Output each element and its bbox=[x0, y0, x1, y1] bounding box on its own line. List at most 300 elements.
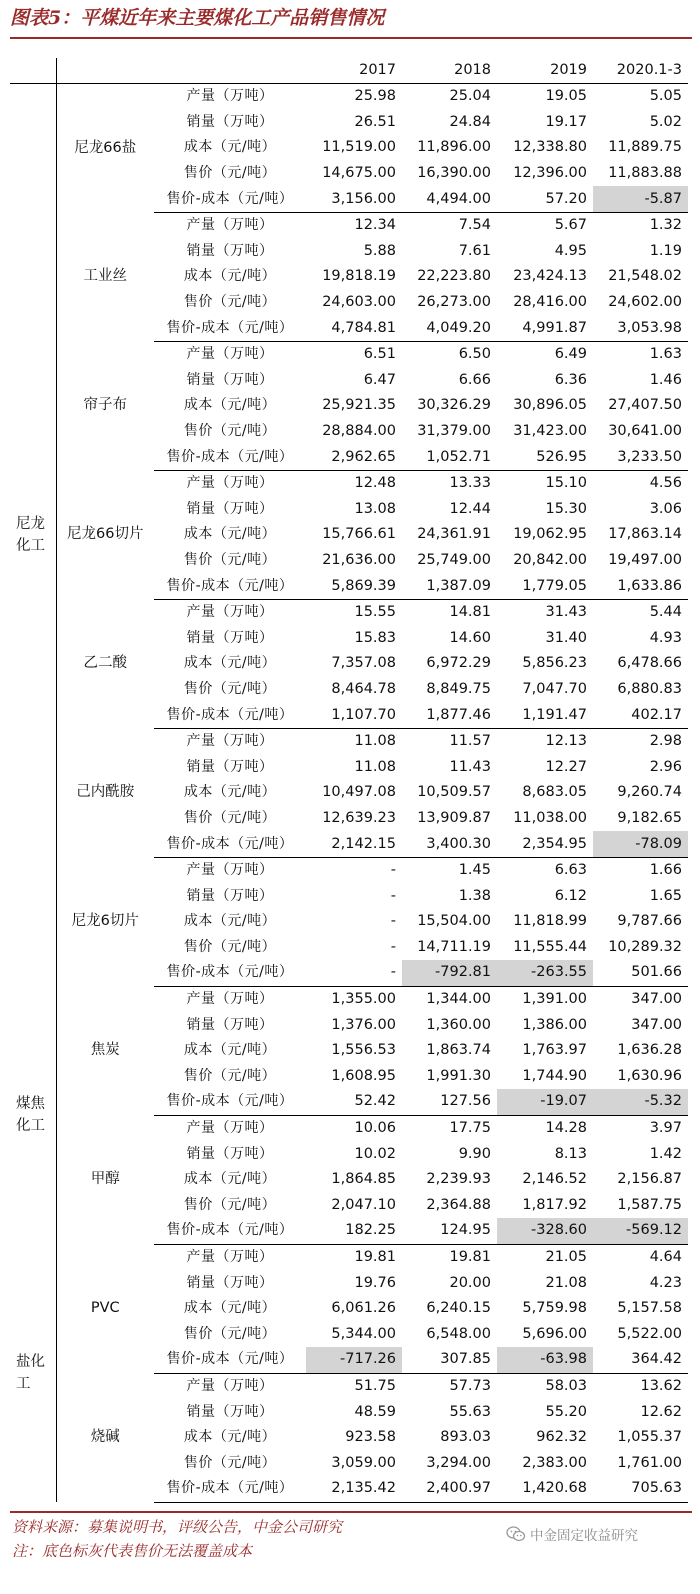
category-cell bbox=[10, 1244, 56, 1502]
metric-label: 成本（元/吨） bbox=[183, 526, 277, 543]
value-cell: 16,390.00 bbox=[417, 165, 491, 182]
value-cell: 5.88 bbox=[363, 242, 396, 259]
metric-label: 成本（元/吨） bbox=[183, 1042, 277, 1059]
value-cell: 1.19 bbox=[649, 242, 682, 259]
value-cell: 182.25 bbox=[306, 1218, 402, 1244]
value-cell: 6.49 bbox=[554, 346, 587, 363]
value-cell: 1.38 bbox=[458, 887, 491, 904]
value-cell: 1,191.47 bbox=[497, 702, 593, 728]
table-row bbox=[10, 84, 688, 110]
metric-label: 售价-成本（元/吨） bbox=[154, 1089, 306, 1115]
value-cell: 30,896.05 bbox=[513, 397, 587, 414]
value-cell: 9.90 bbox=[458, 1145, 491, 1162]
value-cell: 6,972.29 bbox=[426, 655, 491, 672]
value-cell: 6,240.15 bbox=[426, 1300, 491, 1317]
value-cell: 15.10 bbox=[545, 475, 587, 492]
metric-label: 产量（万吨） bbox=[186, 991, 274, 1008]
value-cell: 1,387.09 bbox=[402, 573, 497, 599]
value-cell: 10.02 bbox=[354, 1145, 396, 1162]
value-cell: 705.63 bbox=[593, 1476, 688, 1502]
value-cell: 3,059.00 bbox=[331, 1454, 396, 1471]
metric-label: 售价-成本（元/吨） bbox=[154, 1347, 306, 1373]
value-cell: 5.02 bbox=[649, 113, 682, 130]
value-cell: 1.45 bbox=[458, 862, 491, 879]
value-cell: 347.00 bbox=[631, 991, 682, 1008]
metric-label: 销量（万吨） bbox=[186, 1403, 274, 1420]
value-cell: 3,233.50 bbox=[593, 444, 688, 470]
value-cell: 55.63 bbox=[449, 1403, 491, 1420]
value-cell: -263.55 bbox=[497, 960, 593, 986]
value-cell: 1,877.46 bbox=[402, 702, 497, 728]
value-cell: 12,338.80 bbox=[513, 139, 587, 156]
value-cell: 21,548.02 bbox=[608, 268, 682, 285]
value-cell: 6,061.26 bbox=[331, 1300, 396, 1317]
metric-label: 售价（元/吨） bbox=[183, 165, 277, 182]
value-cell: 14.28 bbox=[545, 1120, 587, 1137]
value-cell: 2,135.42 bbox=[306, 1476, 402, 1502]
value-cell: 1,761.00 bbox=[617, 1454, 682, 1471]
value-cell: 19.81 bbox=[449, 1249, 491, 1266]
value-cell: 9,260.74 bbox=[617, 784, 682, 801]
value-cell: 19.76 bbox=[354, 1274, 396, 1291]
value-cell: 2,156.87 bbox=[617, 1171, 682, 1188]
value-cell: 11.57 bbox=[449, 733, 491, 750]
value-cell: 6,548.00 bbox=[426, 1325, 491, 1342]
metric-label: 产量（万吨） bbox=[186, 1249, 274, 1266]
value-cell: 24,603.00 bbox=[322, 294, 396, 311]
value-cell: 5,344.00 bbox=[331, 1325, 396, 1342]
value-cell: 13.33 bbox=[449, 475, 491, 492]
value-cell: 6.47 bbox=[363, 371, 396, 388]
footer bbox=[12, 1515, 482, 1563]
source-note: 资料来源：募集说明书，评级公告，中金公司研究 bbox=[12, 1518, 343, 1536]
metric-label: 销量（万吨） bbox=[186, 1274, 274, 1291]
value-cell: 4,049.20 bbox=[402, 315, 497, 341]
metric-label: 产量（万吨） bbox=[186, 1120, 274, 1137]
value-cell: 15.83 bbox=[354, 629, 396, 646]
value-cell: 5,759.98 bbox=[522, 1300, 587, 1317]
value-cell: 13,909.87 bbox=[417, 809, 491, 826]
value-cell: 364.42 bbox=[593, 1347, 688, 1373]
value-cell: 11,896.00 bbox=[417, 139, 491, 156]
table-row bbox=[10, 470, 688, 496]
footer-divider bbox=[10, 1511, 692, 1513]
value-cell: 31.40 bbox=[545, 629, 587, 646]
value-cell: 5,696.00 bbox=[522, 1325, 587, 1342]
value-cell: 10,497.08 bbox=[322, 784, 396, 801]
value-cell: 1,633.86 bbox=[593, 573, 688, 599]
value-cell: 1,608.95 bbox=[331, 1067, 396, 1084]
product-name: 帘子布 bbox=[83, 397, 127, 414]
value-cell: 21.08 bbox=[545, 1274, 587, 1291]
metric-label: 成本（元/吨） bbox=[183, 1171, 277, 1188]
metric-label: 售价（元/吨） bbox=[183, 294, 277, 311]
metric-label: 售价-成本（元/吨） bbox=[154, 444, 306, 470]
value-cell: 5.67 bbox=[554, 217, 587, 234]
value-cell: 11,555.44 bbox=[513, 938, 587, 955]
value-cell: 48.59 bbox=[354, 1403, 396, 1420]
value-cell: 5.05 bbox=[649, 88, 682, 105]
value-cell: 8,464.78 bbox=[331, 680, 396, 697]
metric-label: 销量（万吨） bbox=[186, 1016, 274, 1033]
value-cell: 402.17 bbox=[593, 702, 688, 728]
metric-label: 产量（万吨） bbox=[186, 217, 274, 234]
value-cell: 1,052.71 bbox=[402, 444, 497, 470]
value-cell: 57.20 bbox=[497, 186, 593, 212]
value-cell: 2.98 bbox=[649, 733, 682, 750]
product-name: PVC bbox=[90, 1300, 120, 1317]
metric-label: 产量（万吨） bbox=[186, 1377, 274, 1394]
value-cell: 7.54 bbox=[458, 217, 491, 234]
metric-label: 销量（万吨） bbox=[186, 887, 274, 904]
value-cell: 347.00 bbox=[631, 1016, 682, 1033]
category-label: 煤焦化工 bbox=[16, 1096, 45, 1135]
metric-label: 售价（元/吨） bbox=[183, 680, 277, 697]
value-cell: 14,711.19 bbox=[417, 938, 491, 955]
value-cell: -569.12 bbox=[593, 1218, 688, 1244]
metric-label: 售价（元/吨） bbox=[183, 809, 277, 826]
value-cell: -63.98 bbox=[497, 1347, 593, 1373]
value-cell: 4,784.81 bbox=[306, 315, 402, 341]
value-cell: 923.58 bbox=[345, 1429, 396, 1446]
metric-label: 售价-成本（元/吨） bbox=[154, 573, 306, 599]
value-cell: 3.97 bbox=[649, 1120, 682, 1137]
value-cell: 3,053.98 bbox=[593, 315, 688, 341]
value-cell: 13.62 bbox=[640, 1377, 682, 1394]
value-cell: 1,386.00 bbox=[522, 1016, 587, 1033]
watermark bbox=[506, 1524, 638, 1544]
value-cell: 15,766.61 bbox=[322, 526, 396, 543]
value-cell: 6.51 bbox=[363, 346, 396, 363]
table-row bbox=[10, 986, 688, 1012]
value-cell: 20,842.00 bbox=[513, 551, 587, 568]
value-cell: 13.08 bbox=[354, 500, 396, 517]
gray-note: 注：底色标灰代表售价无法覆盖成本 bbox=[12, 1542, 253, 1560]
value-cell: 2,962.65 bbox=[306, 444, 402, 470]
value-cell: 1,863.74 bbox=[426, 1042, 491, 1059]
value-cell: 1.42 bbox=[649, 1145, 682, 1162]
value-cell: 6,880.83 bbox=[617, 680, 682, 697]
value-cell: -5.32 bbox=[593, 1089, 688, 1115]
value-cell: 5.44 bbox=[649, 604, 682, 621]
value-cell: 25,921.35 bbox=[322, 397, 396, 414]
value-cell: 58.03 bbox=[545, 1377, 587, 1394]
value-cell: 12.44 bbox=[449, 500, 491, 517]
value-cell: -717.26 bbox=[306, 1347, 402, 1373]
product-name: 工业丝 bbox=[83, 268, 127, 285]
value-cell: 1,587.75 bbox=[617, 1196, 682, 1213]
metric-label: 产量（万吨） bbox=[186, 862, 274, 879]
value-cell: 19,062.95 bbox=[513, 526, 587, 543]
value-cell: 31,423.00 bbox=[513, 423, 587, 440]
value-cell: 4.95 bbox=[554, 242, 587, 259]
value-cell: 24,361.91 bbox=[417, 526, 491, 543]
metric-label: 成本（元/吨） bbox=[183, 268, 277, 285]
sales-table bbox=[10, 58, 688, 1503]
table-row bbox=[10, 341, 688, 367]
value-cell: 15,504.00 bbox=[417, 913, 491, 930]
value-cell: 6,478.66 bbox=[617, 655, 682, 672]
value-cell: 1,763.97 bbox=[522, 1042, 587, 1059]
value-cell: 5,157.58 bbox=[617, 1300, 682, 1317]
value-cell: 30,326.29 bbox=[417, 397, 491, 414]
metric-label: 售价-成本（元/吨） bbox=[154, 186, 306, 212]
value-cell: 11,038.00 bbox=[513, 809, 587, 826]
value-cell: - bbox=[390, 862, 396, 879]
value-cell: 6.66 bbox=[458, 371, 491, 388]
value-cell: 26.51 bbox=[354, 113, 396, 130]
value-cell: 1,420.68 bbox=[497, 1476, 593, 1502]
value-cell: - bbox=[390, 938, 396, 955]
value-cell: 6.63 bbox=[554, 862, 587, 879]
column-header: 2020.1-3 bbox=[593, 58, 688, 84]
value-cell: 12.62 bbox=[640, 1403, 682, 1420]
metric-label: 售价（元/吨） bbox=[183, 938, 277, 955]
value-cell: 1,391.00 bbox=[522, 991, 587, 1008]
metric-label: 产量（万吨） bbox=[186, 88, 274, 105]
value-cell: 12,639.23 bbox=[322, 809, 396, 826]
value-cell: 10,289.32 bbox=[608, 938, 682, 955]
value-cell: 3,400.30 bbox=[402, 831, 497, 857]
value-cell: 3.06 bbox=[649, 500, 682, 517]
metric-label: 售价-成本（元/吨） bbox=[154, 831, 306, 857]
value-cell: 20.00 bbox=[449, 1274, 491, 1291]
value-cell: 127.56 bbox=[402, 1089, 497, 1115]
value-cell: 1,744.90 bbox=[522, 1067, 587, 1084]
value-cell: 4.93 bbox=[649, 629, 682, 646]
header-row bbox=[10, 58, 688, 84]
metric-label: 成本（元/吨） bbox=[183, 655, 277, 672]
value-cell: -792.81 bbox=[402, 960, 497, 986]
metric-label: 成本（元/吨） bbox=[183, 913, 277, 930]
metric-label: 售价（元/吨） bbox=[183, 1454, 277, 1471]
value-cell: 1,991.30 bbox=[426, 1067, 491, 1084]
value-cell: 2,146.52 bbox=[522, 1171, 587, 1188]
metric-label: 产量（万吨） bbox=[186, 346, 274, 363]
table-row bbox=[10, 1373, 688, 1399]
value-cell: 10.06 bbox=[354, 1120, 396, 1137]
value-cell: 31.43 bbox=[545, 604, 587, 621]
value-cell: 2,364.88 bbox=[426, 1196, 491, 1213]
value-cell: 7,047.70 bbox=[522, 680, 587, 697]
category-label: 盐化工 bbox=[16, 1354, 45, 1393]
value-cell: -328.60 bbox=[497, 1218, 593, 1244]
table-row bbox=[10, 212, 688, 238]
value-cell: 962.32 bbox=[536, 1429, 587, 1446]
value-cell: 25.98 bbox=[354, 88, 396, 105]
value-cell: 1,355.00 bbox=[331, 991, 396, 1008]
value-cell: 2,383.00 bbox=[522, 1454, 587, 1471]
value-cell: 1,630.96 bbox=[617, 1067, 682, 1084]
value-cell: 30,641.00 bbox=[608, 423, 682, 440]
category-cell bbox=[10, 84, 56, 987]
product-name: 尼龙66切片 bbox=[67, 526, 144, 543]
value-cell: 23,424.13 bbox=[513, 268, 587, 285]
value-cell: 2,400.97 bbox=[402, 1476, 497, 1502]
watermark-text: 中金固定收益研究 bbox=[530, 1528, 638, 1544]
value-cell: 1,055.37 bbox=[617, 1429, 682, 1446]
metric-label: 售价（元/吨） bbox=[183, 423, 277, 440]
value-cell: 17,863.14 bbox=[608, 526, 682, 543]
value-cell: 1,817.92 bbox=[522, 1196, 587, 1213]
value-cell: 5,522.00 bbox=[617, 1325, 682, 1342]
table-row bbox=[10, 728, 688, 754]
value-cell: 19,497.00 bbox=[608, 551, 682, 568]
value-cell: 4.64 bbox=[649, 1249, 682, 1266]
value-cell: 8.13 bbox=[554, 1145, 587, 1162]
value-cell: 14.81 bbox=[449, 604, 491, 621]
value-cell: 4,494.00 bbox=[402, 186, 497, 212]
product-name: 烧碱 bbox=[90, 1429, 120, 1446]
value-cell: 14.60 bbox=[449, 629, 491, 646]
value-cell: 19,818.19 bbox=[322, 268, 396, 285]
metric-label: 销量（万吨） bbox=[186, 500, 274, 517]
header-empty bbox=[10, 58, 56, 84]
metric-label: 销量（万吨） bbox=[186, 1145, 274, 1162]
value-cell: 1,107.70 bbox=[306, 702, 402, 728]
value-cell: 22,223.80 bbox=[417, 268, 491, 285]
value-cell: 11.43 bbox=[449, 758, 491, 775]
value-cell: 12.34 bbox=[354, 217, 396, 234]
value-cell: -78.09 bbox=[593, 831, 688, 857]
value-cell: 12.13 bbox=[545, 733, 587, 750]
value-cell: - bbox=[390, 913, 396, 930]
value-cell: 12.48 bbox=[354, 475, 396, 492]
metric-label: 售价（元/吨） bbox=[183, 1067, 277, 1084]
value-cell: 24.84 bbox=[449, 113, 491, 130]
value-cell: -5.87 bbox=[593, 186, 688, 212]
value-cell: 19.81 bbox=[354, 1249, 396, 1266]
value-cell: 11,883.88 bbox=[608, 165, 682, 182]
value-cell: 7,357.08 bbox=[331, 655, 396, 672]
value-cell: 15.55 bbox=[354, 604, 396, 621]
value-cell: 51.75 bbox=[354, 1377, 396, 1394]
value-cell: 8,849.75 bbox=[426, 680, 491, 697]
value-cell: 21,636.00 bbox=[322, 551, 396, 568]
value-cell: 17.75 bbox=[449, 1120, 491, 1137]
value-cell: 5,856.23 bbox=[522, 655, 587, 672]
value-cell: 124.95 bbox=[402, 1218, 497, 1244]
value-cell: 12.27 bbox=[545, 758, 587, 775]
title-divider bbox=[10, 37, 692, 39]
table-row bbox=[10, 1115, 688, 1141]
metric-label: 售价（元/吨） bbox=[183, 1325, 277, 1342]
metric-label: 售价-成本（元/吨） bbox=[154, 960, 306, 986]
product-name: 乙二酸 bbox=[83, 655, 127, 672]
value-cell: 1.63 bbox=[649, 346, 682, 363]
column-header: 2018 bbox=[402, 58, 497, 84]
value-cell: 24,602.00 bbox=[608, 294, 682, 311]
header-empty bbox=[154, 58, 306, 84]
value-cell: 4,991.87 bbox=[497, 315, 593, 341]
value-cell: 31,379.00 bbox=[417, 423, 491, 440]
value-cell: 25.04 bbox=[449, 88, 491, 105]
value-cell: 57.73 bbox=[449, 1377, 491, 1394]
value-cell: 1,779.05 bbox=[497, 573, 593, 599]
category-cell bbox=[10, 986, 56, 1244]
value-cell: 19.17 bbox=[545, 113, 587, 130]
header-empty bbox=[56, 58, 154, 84]
value-cell: 19.05 bbox=[545, 88, 587, 105]
value-cell: 2,047.10 bbox=[331, 1196, 396, 1213]
value-cell: 1.65 bbox=[649, 887, 682, 904]
product-name: 己内酰胺 bbox=[76, 784, 135, 801]
value-cell: 28,884.00 bbox=[322, 423, 396, 440]
value-cell: 6.12 bbox=[554, 887, 587, 904]
table-row bbox=[10, 857, 688, 883]
metric-label: 售价-成本（元/吨） bbox=[154, 1476, 306, 1502]
value-cell: 3,294.00 bbox=[426, 1454, 491, 1471]
value-cell: 501.66 bbox=[593, 960, 688, 986]
metric-label: 产量（万吨） bbox=[186, 733, 274, 750]
metric-label: 成本（元/吨） bbox=[183, 1429, 277, 1446]
value-cell: 2,354.95 bbox=[497, 831, 593, 857]
value-cell: 10,509.57 bbox=[417, 784, 491, 801]
value-cell: 28,416.00 bbox=[513, 294, 587, 311]
product-name: 焦炭 bbox=[90, 1042, 120, 1059]
value-cell: 21.05 bbox=[545, 1249, 587, 1266]
value-cell: 1.46 bbox=[649, 371, 682, 388]
product-name: 尼龙6切片 bbox=[71, 913, 139, 930]
column-header: 2017 bbox=[306, 58, 402, 84]
wechat-icon bbox=[506, 1526, 526, 1542]
value-cell: - bbox=[390, 887, 396, 904]
value-cell: 11.08 bbox=[354, 733, 396, 750]
value-cell: 11,889.75 bbox=[608, 139, 682, 156]
value-cell: 25,749.00 bbox=[417, 551, 491, 568]
value-cell: 2,142.15 bbox=[306, 831, 402, 857]
metric-label: 销量（万吨） bbox=[186, 629, 274, 646]
product-name: 尼龙66盐 bbox=[74, 139, 137, 156]
value-cell: 11.08 bbox=[354, 758, 396, 775]
value-cell: 6.50 bbox=[458, 346, 491, 363]
table-row bbox=[10, 599, 688, 625]
value-cell: 9,787.66 bbox=[617, 913, 682, 930]
table-row bbox=[10, 1244, 688, 1270]
value-cell: 307.85 bbox=[402, 1347, 497, 1373]
value-cell: 1,636.28 bbox=[617, 1042, 682, 1059]
value-cell: 15.30 bbox=[545, 500, 587, 517]
category-label: 尼龙化工 bbox=[16, 516, 45, 555]
value-cell: 55.20 bbox=[545, 1403, 587, 1420]
metric-label: 售价-成本（元/吨） bbox=[154, 315, 306, 341]
value-cell: 26,273.00 bbox=[417, 294, 491, 311]
value-cell: 8,683.05 bbox=[522, 784, 587, 801]
metric-label: 产量（万吨） bbox=[186, 475, 274, 492]
value-cell: 11,519.00 bbox=[322, 139, 396, 156]
value-cell: 4.56 bbox=[649, 475, 682, 492]
column-header: 2019 bbox=[497, 58, 593, 84]
metric-label: 产量（万吨） bbox=[186, 604, 274, 621]
value-cell: 526.95 bbox=[497, 444, 593, 470]
metric-label: 售价（元/吨） bbox=[183, 551, 277, 568]
value-cell: 1,864.85 bbox=[331, 1171, 396, 1188]
metric-label: 销量（万吨） bbox=[186, 758, 274, 775]
metric-label: 售价-成本（元/吨） bbox=[154, 1218, 306, 1244]
value-cell: 52.42 bbox=[306, 1089, 402, 1115]
value-cell: 1,556.53 bbox=[331, 1042, 396, 1059]
value-cell: 6.36 bbox=[554, 371, 587, 388]
value-cell: 14,675.00 bbox=[322, 165, 396, 182]
value-cell: - bbox=[306, 960, 402, 986]
value-cell: 1.66 bbox=[649, 862, 682, 879]
product-name: 甲醇 bbox=[90, 1171, 120, 1188]
value-cell: 1,360.00 bbox=[426, 1016, 491, 1033]
metric-label: 售价（元/吨） bbox=[183, 1196, 277, 1213]
value-cell: 1,344.00 bbox=[426, 991, 491, 1008]
value-cell: 2.96 bbox=[649, 758, 682, 775]
value-cell: 11,818.99 bbox=[513, 913, 587, 930]
